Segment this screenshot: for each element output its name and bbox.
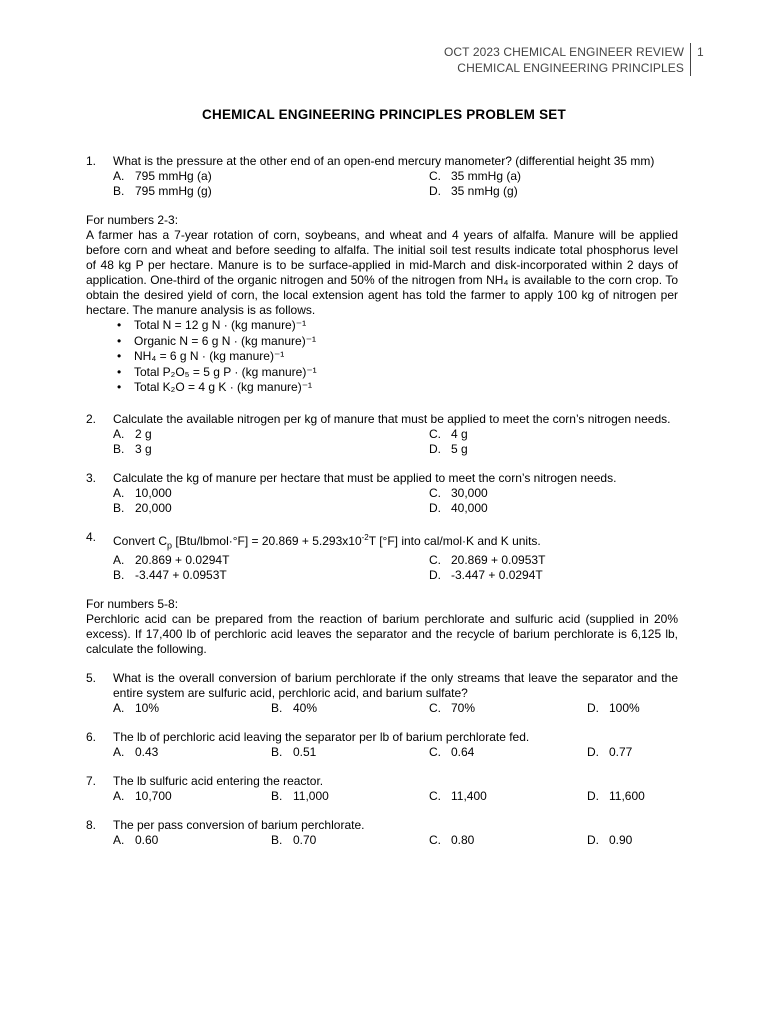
option bbox=[429, 833, 587, 848]
bullet-icon: • bbox=[117, 333, 122, 348]
option bbox=[113, 789, 271, 804]
list-item bbox=[113, 334, 678, 350]
option-text: 3 g bbox=[135, 441, 152, 456]
group-description: A farmer has a 7-year rotation of corn, soybeans, and wheat and 4 years of alfalfa. Manure will be applied before corn and wheat and before seeding to alfalfa. The initial soil test results indicate total phosphorus level of 48 kg P per hectare. Manure is to be surface-applied in mid-March and disk-incorporated within 2 days of application. One-third of the organic nitrogen and 50% of the nitrogen from NH₄ is available to the corn crop. To obtain the desired yield of corn, the local extension agent has told the farmer to apply 100 kg of nitrogen per hectare. The manure analysis is as follows. bbox=[86, 228, 678, 317]
options bbox=[113, 833, 678, 848]
list-item bbox=[113, 380, 678, 396]
option-letter: D. bbox=[429, 184, 441, 198]
option bbox=[429, 701, 587, 716]
option-letter: D. bbox=[429, 500, 441, 515]
option bbox=[113, 501, 429, 516]
option bbox=[429, 486, 705, 501]
question-stem bbox=[113, 530, 678, 553]
option-letter: B. bbox=[113, 184, 125, 198]
question-stem: What is the overall conversion of barium perchlorate if the only streams that leave the separator and the entire system are sulfuric acid, perchloric acid, and barium sulfate? bbox=[113, 671, 678, 701]
option-letter: C. bbox=[429, 169, 441, 183]
options bbox=[113, 486, 678, 516]
option-text: 10% bbox=[135, 701, 160, 716]
question-stem: The lb of perchloric acid leaving the separator per lb of barium perchlorate fed. bbox=[113, 730, 530, 745]
question-1 bbox=[86, 154, 678, 199]
option bbox=[429, 442, 705, 457]
option-letter: C. bbox=[429, 701, 441, 716]
option-text: 795 mmHg (a) bbox=[135, 169, 212, 183]
option bbox=[429, 501, 705, 516]
question-8 bbox=[86, 818, 678, 848]
question-5 bbox=[86, 671, 678, 716]
stem-superscript: -2 bbox=[361, 532, 369, 542]
question-number: 6. bbox=[86, 730, 97, 745]
option-text: 0.60 bbox=[135, 833, 159, 848]
stem-part: [Btu/lbmol·°F] = 20.869 + 5.293x10 bbox=[172, 533, 362, 548]
list-item-text: Total N = 12 g N · (kg manure)⁻¹ bbox=[134, 318, 307, 332]
option bbox=[113, 486, 429, 501]
question-number: 4. bbox=[86, 529, 97, 544]
bullet-icon: • bbox=[117, 380, 122, 395]
problem-group-5-8 bbox=[86, 597, 678, 657]
option bbox=[113, 701, 271, 716]
option-letter: B. bbox=[271, 745, 283, 760]
question-2 bbox=[86, 412, 678, 457]
option-text: 0.64 bbox=[451, 745, 475, 760]
options bbox=[113, 169, 678, 199]
option-letter: A. bbox=[113, 553, 125, 568]
option bbox=[271, 701, 429, 716]
option-text: -3.447 + 0.0953T bbox=[135, 568, 227, 583]
manure-analysis-list bbox=[113, 318, 678, 396]
option-text: 0.77 bbox=[609, 745, 633, 760]
list-item-text: Total K₂O = 4 g K · (kg manure)⁻¹ bbox=[134, 380, 313, 395]
list-item bbox=[113, 318, 678, 334]
group-heading: For numbers 5-8: bbox=[86, 597, 179, 612]
option-text: 30,000 bbox=[451, 485, 488, 500]
option bbox=[429, 568, 705, 583]
group-description: Perchloric acid can be prepared from the reaction of barium perchlorate and sulfuric acid (supplied in 20% excess). If 17,400 lb of perchloric acid leaves the separator and the recycle of barium perchlorate is 6,125 lb, calculate the following. bbox=[86, 612, 678, 657]
option-text: 20.869 + 0.0953T bbox=[451, 553, 546, 568]
option-text: 5 g bbox=[451, 441, 468, 456]
option bbox=[429, 427, 705, 442]
option-letter: B. bbox=[113, 441, 125, 456]
option-text: 35 nmHg (g) bbox=[451, 184, 518, 198]
problem-group-2-3 bbox=[86, 213, 678, 396]
option bbox=[271, 789, 429, 804]
question-number: 2. bbox=[86, 411, 97, 426]
option-letter: A. bbox=[113, 426, 125, 441]
option-letter: B. bbox=[113, 568, 125, 583]
option bbox=[113, 745, 271, 760]
option-text: 35 mmHg (a) bbox=[451, 169, 522, 183]
option-letter: A. bbox=[113, 485, 125, 500]
option-letter: B. bbox=[271, 701, 283, 716]
option-text: 11,000 bbox=[293, 789, 329, 804]
option bbox=[113, 427, 429, 442]
question-number: 3. bbox=[86, 470, 97, 485]
list-item bbox=[113, 349, 678, 365]
option bbox=[113, 568, 429, 583]
option-letter: B. bbox=[271, 833, 283, 848]
option-text: 40% bbox=[293, 701, 318, 716]
option-text: 10,000 bbox=[135, 485, 172, 500]
options bbox=[113, 745, 678, 760]
option bbox=[587, 745, 705, 760]
running-header bbox=[444, 44, 684, 76]
question-number: 7. bbox=[86, 774, 97, 789]
option-text: 0.70 bbox=[293, 833, 317, 848]
option-letter: C. bbox=[429, 833, 441, 848]
header-divider bbox=[690, 43, 691, 76]
stem-part: T [°F] into cal/mol·K and K units. bbox=[368, 533, 541, 548]
question-3 bbox=[86, 471, 678, 516]
option-letter: C. bbox=[429, 789, 441, 804]
list-item bbox=[113, 365, 678, 381]
option-text: 70% bbox=[451, 701, 476, 716]
option-text: 2 g bbox=[135, 426, 152, 441]
option-text: 0.90 bbox=[609, 833, 633, 848]
option-text: 11,400 bbox=[451, 789, 487, 804]
option-letter: D. bbox=[587, 833, 599, 848]
question-number: 5. bbox=[86, 671, 97, 686]
question-stem: The per pass conversion of barium perchlorate. bbox=[113, 818, 365, 833]
option bbox=[271, 833, 429, 848]
option-text: 0.43 bbox=[135, 745, 159, 760]
option-letter: A. bbox=[113, 833, 125, 848]
option bbox=[429, 789, 587, 804]
option bbox=[429, 553, 705, 568]
option-letter: D. bbox=[429, 441, 441, 456]
option-text: -3.447 + 0.0294T bbox=[451, 568, 543, 583]
option-letter: C. bbox=[429, 426, 441, 441]
option-letter: C. bbox=[429, 745, 441, 760]
options bbox=[113, 427, 678, 457]
option-letter: D. bbox=[587, 701, 599, 716]
option-letter: A. bbox=[113, 169, 125, 183]
stem-subscript: p bbox=[167, 540, 173, 551]
option bbox=[113, 169, 429, 184]
header-subject: CHEMICAL ENGINEERING PRINCIPLES bbox=[457, 61, 684, 75]
option bbox=[587, 701, 705, 716]
page-title: CHEMICAL ENGINEERING PRINCIPLES PROBLEM SET bbox=[202, 107, 566, 122]
option-letter: C. bbox=[429, 485, 441, 500]
option bbox=[113, 553, 429, 568]
option bbox=[271, 745, 429, 760]
option-letter: A. bbox=[113, 701, 125, 716]
option-text: 0.51 bbox=[293, 745, 317, 760]
question-stem: The lb sulfuric acid entering the reactor. bbox=[113, 774, 324, 789]
problem-set-body bbox=[86, 154, 678, 848]
option-letter: D. bbox=[587, 789, 599, 804]
question-stem: What is the pressure at the other end of an open-end mercury manometer? (differential height 35 mm) bbox=[113, 154, 655, 168]
question-4 bbox=[86, 530, 678, 583]
option-text: 4 g bbox=[451, 426, 468, 441]
option-text: 10,700 bbox=[135, 789, 172, 804]
option bbox=[429, 184, 705, 199]
option-letter: D. bbox=[429, 568, 441, 583]
question-7 bbox=[86, 774, 678, 804]
question-stem: Calculate the available nitrogen per kg of manure that must be applied to meet the corn’s nitrogen needs. bbox=[113, 411, 671, 426]
list-item-text: Total P₂O₅ = 5 g P · (kg manure)⁻¹ bbox=[134, 364, 317, 379]
option bbox=[429, 745, 587, 760]
options bbox=[113, 553, 678, 583]
option bbox=[587, 833, 705, 848]
option-letter: B. bbox=[113, 500, 125, 515]
option bbox=[113, 442, 429, 457]
option bbox=[113, 184, 429, 199]
option-letter: A. bbox=[113, 745, 125, 760]
option-text: 795 mmHg (g) bbox=[135, 184, 212, 198]
bullet-icon: • bbox=[117, 364, 122, 379]
option-letter: D. bbox=[587, 745, 599, 760]
bullet-icon: • bbox=[117, 318, 122, 332]
options bbox=[113, 789, 678, 804]
option-text: 20,000 bbox=[135, 500, 172, 515]
option-letter: C. bbox=[429, 553, 441, 568]
stem-part: Convert C bbox=[113, 533, 168, 548]
header-review-title: OCT 2023 CHEMICAL ENGINEER REVIEW bbox=[443, 45, 684, 59]
option-text: 100% bbox=[609, 701, 640, 716]
list-item-text: NH₄ = 6 g N · (kg manure)⁻¹ bbox=[134, 349, 285, 364]
question-number: 1. bbox=[86, 154, 97, 168]
question-stem: Calculate the kg of manure per hectare that must be applied to meet the corn’s nitrogen needs. bbox=[113, 470, 617, 485]
option bbox=[113, 833, 271, 848]
group-heading: For numbers 2-3: bbox=[86, 213, 179, 227]
option-text: 40,000 bbox=[451, 500, 488, 515]
option bbox=[587, 789, 705, 804]
option-text: 0.80 bbox=[451, 833, 475, 848]
option-text: 11,600 bbox=[609, 789, 645, 804]
page-number: 1 bbox=[697, 45, 704, 59]
list-item-text: Organic N = 6 g N · (kg manure)⁻¹ bbox=[134, 333, 317, 348]
option bbox=[429, 169, 705, 184]
question-number: 8. bbox=[86, 818, 97, 833]
option-letter: B. bbox=[271, 789, 283, 804]
options bbox=[113, 701, 678, 716]
bullet-icon: • bbox=[117, 349, 122, 364]
option-text: 20.869 + 0.0294T bbox=[135, 553, 230, 568]
option-letter: A. bbox=[113, 789, 125, 804]
question-6 bbox=[86, 730, 678, 760]
